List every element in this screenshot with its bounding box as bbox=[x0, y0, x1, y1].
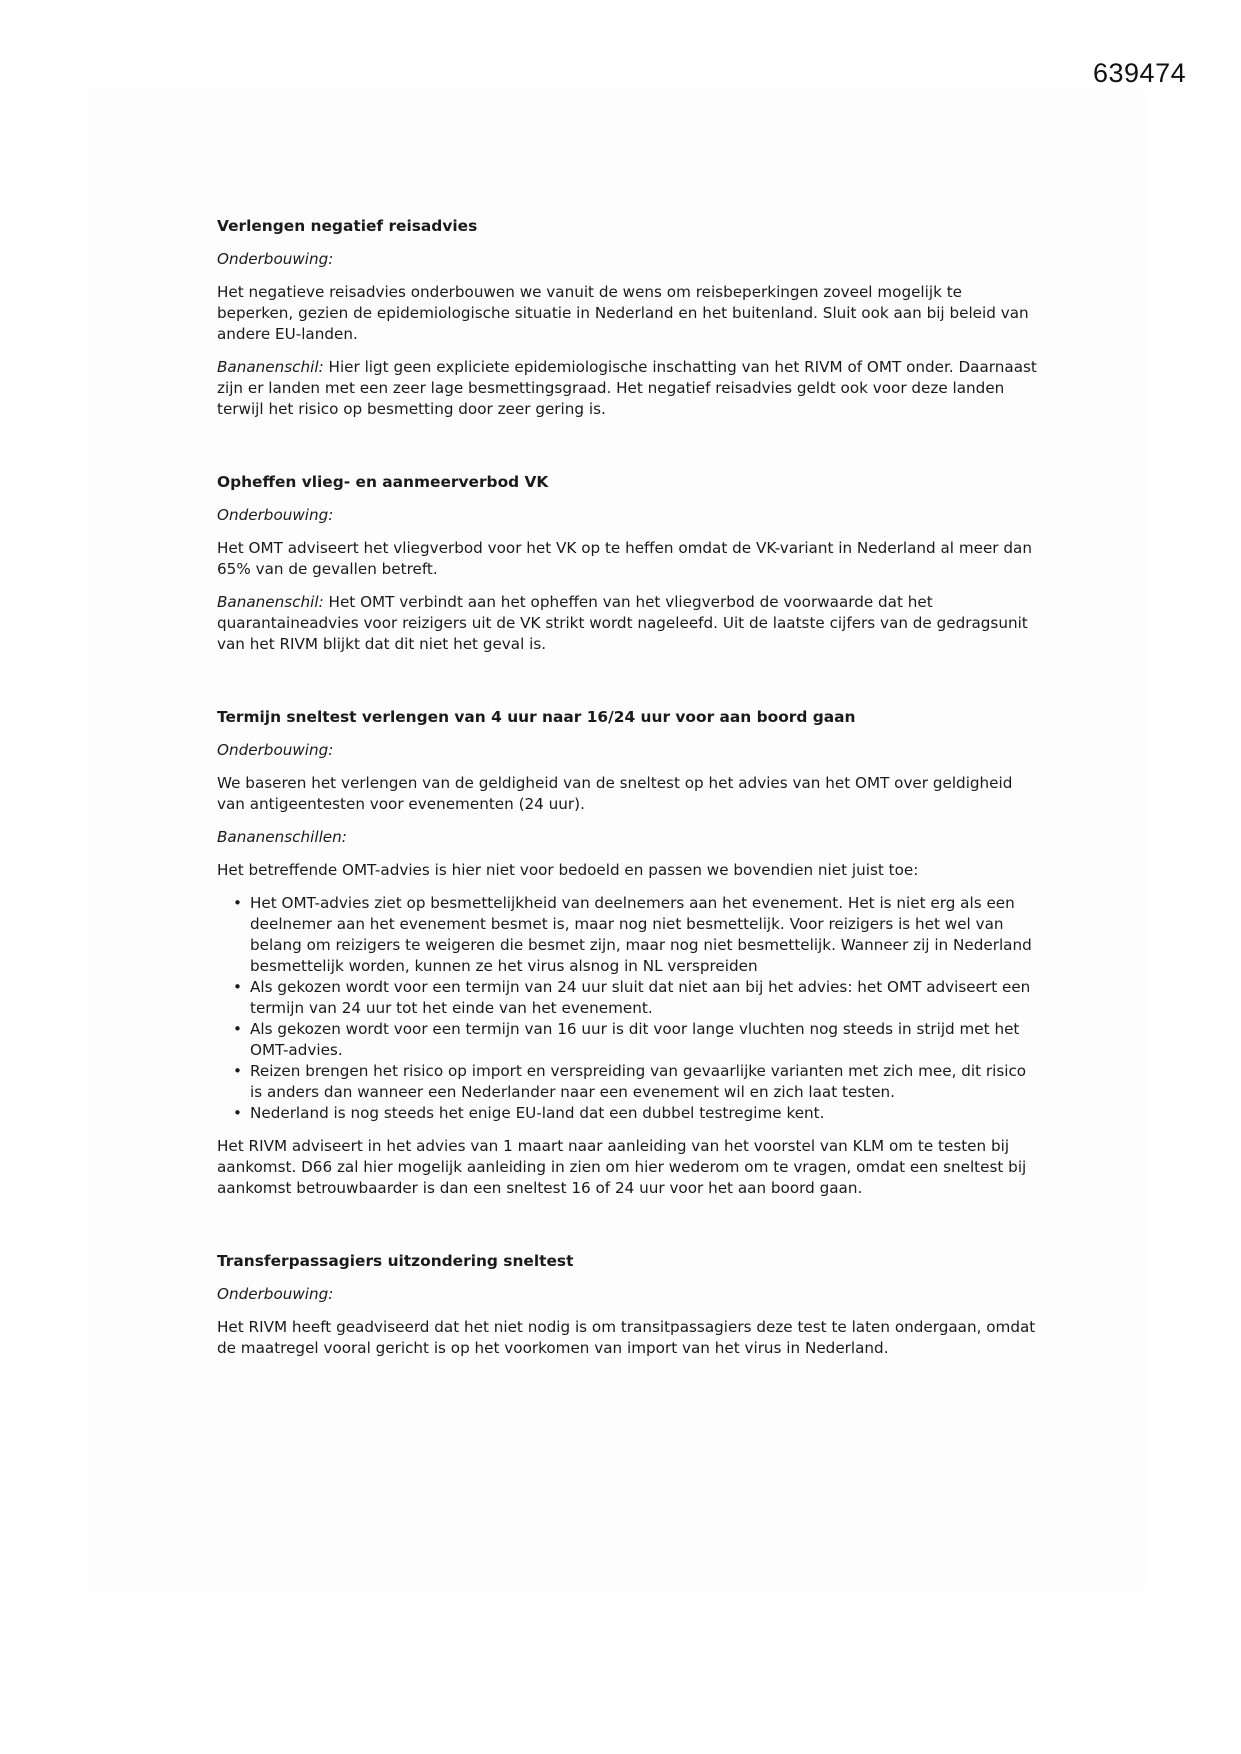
onderbouwing-label: Onderbouwing: bbox=[217, 250, 334, 268]
section-heading: Transferpassagiers uitzondering sneltest bbox=[217, 1252, 574, 1270]
bananenschil-paragraph bbox=[217, 592, 1037, 655]
section-transferpassagiers bbox=[217, 1251, 1037, 1359]
bananenschillen-list bbox=[217, 893, 1037, 1124]
bullet-icon: • bbox=[233, 1020, 242, 1038]
bananenschil-paragraph bbox=[217, 357, 1037, 420]
onderbouwing-label: Onderbouwing: bbox=[217, 741, 334, 759]
document-body bbox=[217, 216, 1037, 1407]
bullet-icon: • bbox=[233, 1062, 242, 1080]
bullet-icon: • bbox=[233, 978, 242, 996]
section-opheffen-vliegverbod bbox=[217, 472, 1037, 655]
bananenschil-text: Het OMT verbindt aan het opheffen van het vliegverbod de voorwaarde dat het quarantaineadvies voor reizigers uit de VK strikt wordt nageleefd. Uit de laatste cijfers van de gedragsunit van het RIVM blijkt dat dit niet het geval is. bbox=[217, 593, 1028, 653]
section-verlengen-reisadvies bbox=[217, 216, 1037, 420]
document-id: 639474 bbox=[1093, 58, 1187, 88]
list-item: • Reizen brengen het risico op import en verspreiding van gevaarlijke varianten met zich mee, dit risico is anders dan wanneer een Nederlander naar een evenement wil en zich laat testen. bbox=[233, 1062, 1027, 1101]
section-heading: Termijn sneltest verlengen van 4 uur naar 16/24 uur voor aan boord gaan bbox=[217, 708, 856, 726]
list-item: • Het OMT-advies ziet op besmettelijkheid van deelnemers aan het evenement. Het is niet erg als een deelnemer aan het evenement besmet is, maar nog niet besmettelijk. Voor reizigers is het wel van belang om reizigers te weigeren die besmet zijn, maar nog niet besmettelijk. Wanneer zij in Nederland besmettelijk worden, kunnen ze het virus alsnog in NL verspreiden bbox=[233, 894, 1032, 975]
bananenschil-label: Bananenschil: bbox=[217, 593, 324, 611]
onderbouwing-text: Het negatieve reisadvies onderbouwen we vanuit de wens om reisbeperkingen zoveel mogelijk te beperken, gezien de epidemiologische situatie in Nederland en het buitenland. Sluit ook aan bij beleid van andere EU-landen. bbox=[217, 283, 1029, 343]
onderbouwing-text: Het RIVM heeft geadviseerd dat het niet nodig is om transitpassagiers deze test te laten ondergaan, omdat de maatregel vooral gericht is op het voorkomen van import van het virus in Nederland. bbox=[217, 1318, 1036, 1357]
section-termijn-sneltest bbox=[217, 707, 1037, 1199]
onderbouwing-label: Onderbouwing: bbox=[217, 506, 334, 524]
section-heading: Verlengen negatief reisadvies bbox=[217, 217, 478, 235]
closing-text: Het RIVM adviseert in het advies van 1 maart naar aanleiding van het voorstel van KLM om te testen bij aankomst. D66 zal hier mogelijk aanleiding in zien om hier wederom om te vragen, omdat een sneltest bij aankomst betrouwbaarder is dan een sneltest 16 of 24 uur voor het aan boord gaan. bbox=[217, 1137, 1027, 1197]
bananenschillen-label: Bananenschillen: bbox=[217, 828, 347, 846]
section-heading: Opheffen vlieg- en aanmeerverbod VK bbox=[217, 473, 549, 491]
onderbouwing-text: Het OMT adviseert het vliegverbod voor het VK op te heffen omdat de VK-variant in Nederland al meer dan 65% van de gevallen betreft. bbox=[217, 539, 1032, 578]
bullet-icon: • bbox=[233, 1104, 242, 1122]
bananenschil-text: Hier ligt geen expliciete epidemiologische inschatting van het RIVM of OMT onder. Daarnaast zijn er landen met een zeer lage besmettingsgraad. Het negatief reisadvies geldt ook voor deze landen terwijl het risico op besmetting door zeer gering is. bbox=[217, 358, 1037, 418]
bananenschil-label: Bananenschil: bbox=[217, 358, 324, 376]
list-item: • Als gekozen wordt voor een termijn van 24 uur sluit dat niet aan bij het advies: het OMT adviseert een termijn van 24 uur tot het einde van het evenement. bbox=[233, 978, 1031, 1017]
list-item: • Als gekozen wordt voor een termijn van 16 uur is dit voor lange vluchten nog steeds in strijd met het OMT-advies. bbox=[233, 1020, 1020, 1059]
onderbouwing-text: We baseren het verlengen van de geldigheid van de sneltest op het advies van het OMT over geldigheid van antigeentesten voor evenementen (24 uur). bbox=[217, 774, 1013, 813]
list-item: • Nederland is nog steeds het enige EU-land dat een dubbel testregime kent. bbox=[233, 1104, 825, 1122]
bananenschillen-intro: Het betreffende OMT-advies is hier niet voor bedoeld en passen we bovendien niet juist toe: bbox=[217, 861, 919, 879]
bullet-icon: • bbox=[233, 894, 242, 912]
onderbouwing-label: Onderbouwing: bbox=[217, 1285, 334, 1303]
